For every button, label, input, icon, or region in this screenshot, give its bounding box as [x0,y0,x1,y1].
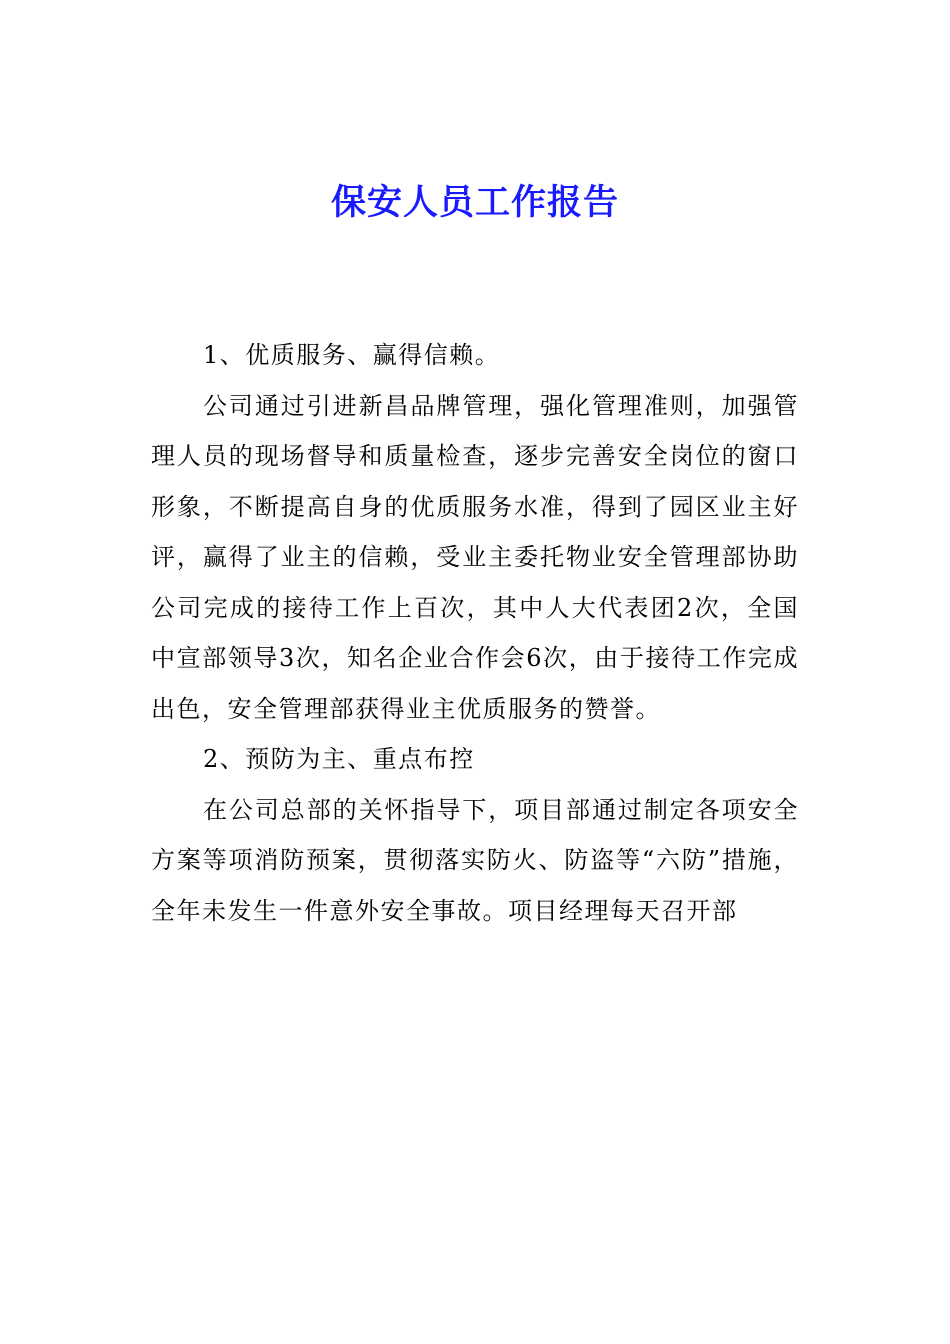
section-heading-1: 1、优质服务、赢得信赖。 [203,341,501,369]
paragraph-2: 在公司总部的关怀指导下，项目部通过制定各项安全方案等项消防预案，贯彻落实防火、防盗等“六防”措施，全年未发生一件意外安全事故。项目经理每天召开部 [151,795,799,925]
section-heading-2: 2、预防为主、重点布控 [203,745,475,773]
document-title: 保安人员工作报告 [330,182,619,223]
document-body [151,330,799,936]
paragraph-1: 公司通过引进新昌品牌管理，强化管理准则，加强管理人员的现场督导和质量检查，逐步完善安全岗位的窗口形象，不断提高自身的优质服务水准，得到了园区业主好评，赢得了业主的信赖，受业主委托物业安全管理部协助公司完成的接待工作上百次，其中人大代表团2次，全国中宣部领导3次，知名企业合作会6次，由于接待工作完成出色，安全管理部获得业主优质服务的赞誉。 [151,391,799,723]
